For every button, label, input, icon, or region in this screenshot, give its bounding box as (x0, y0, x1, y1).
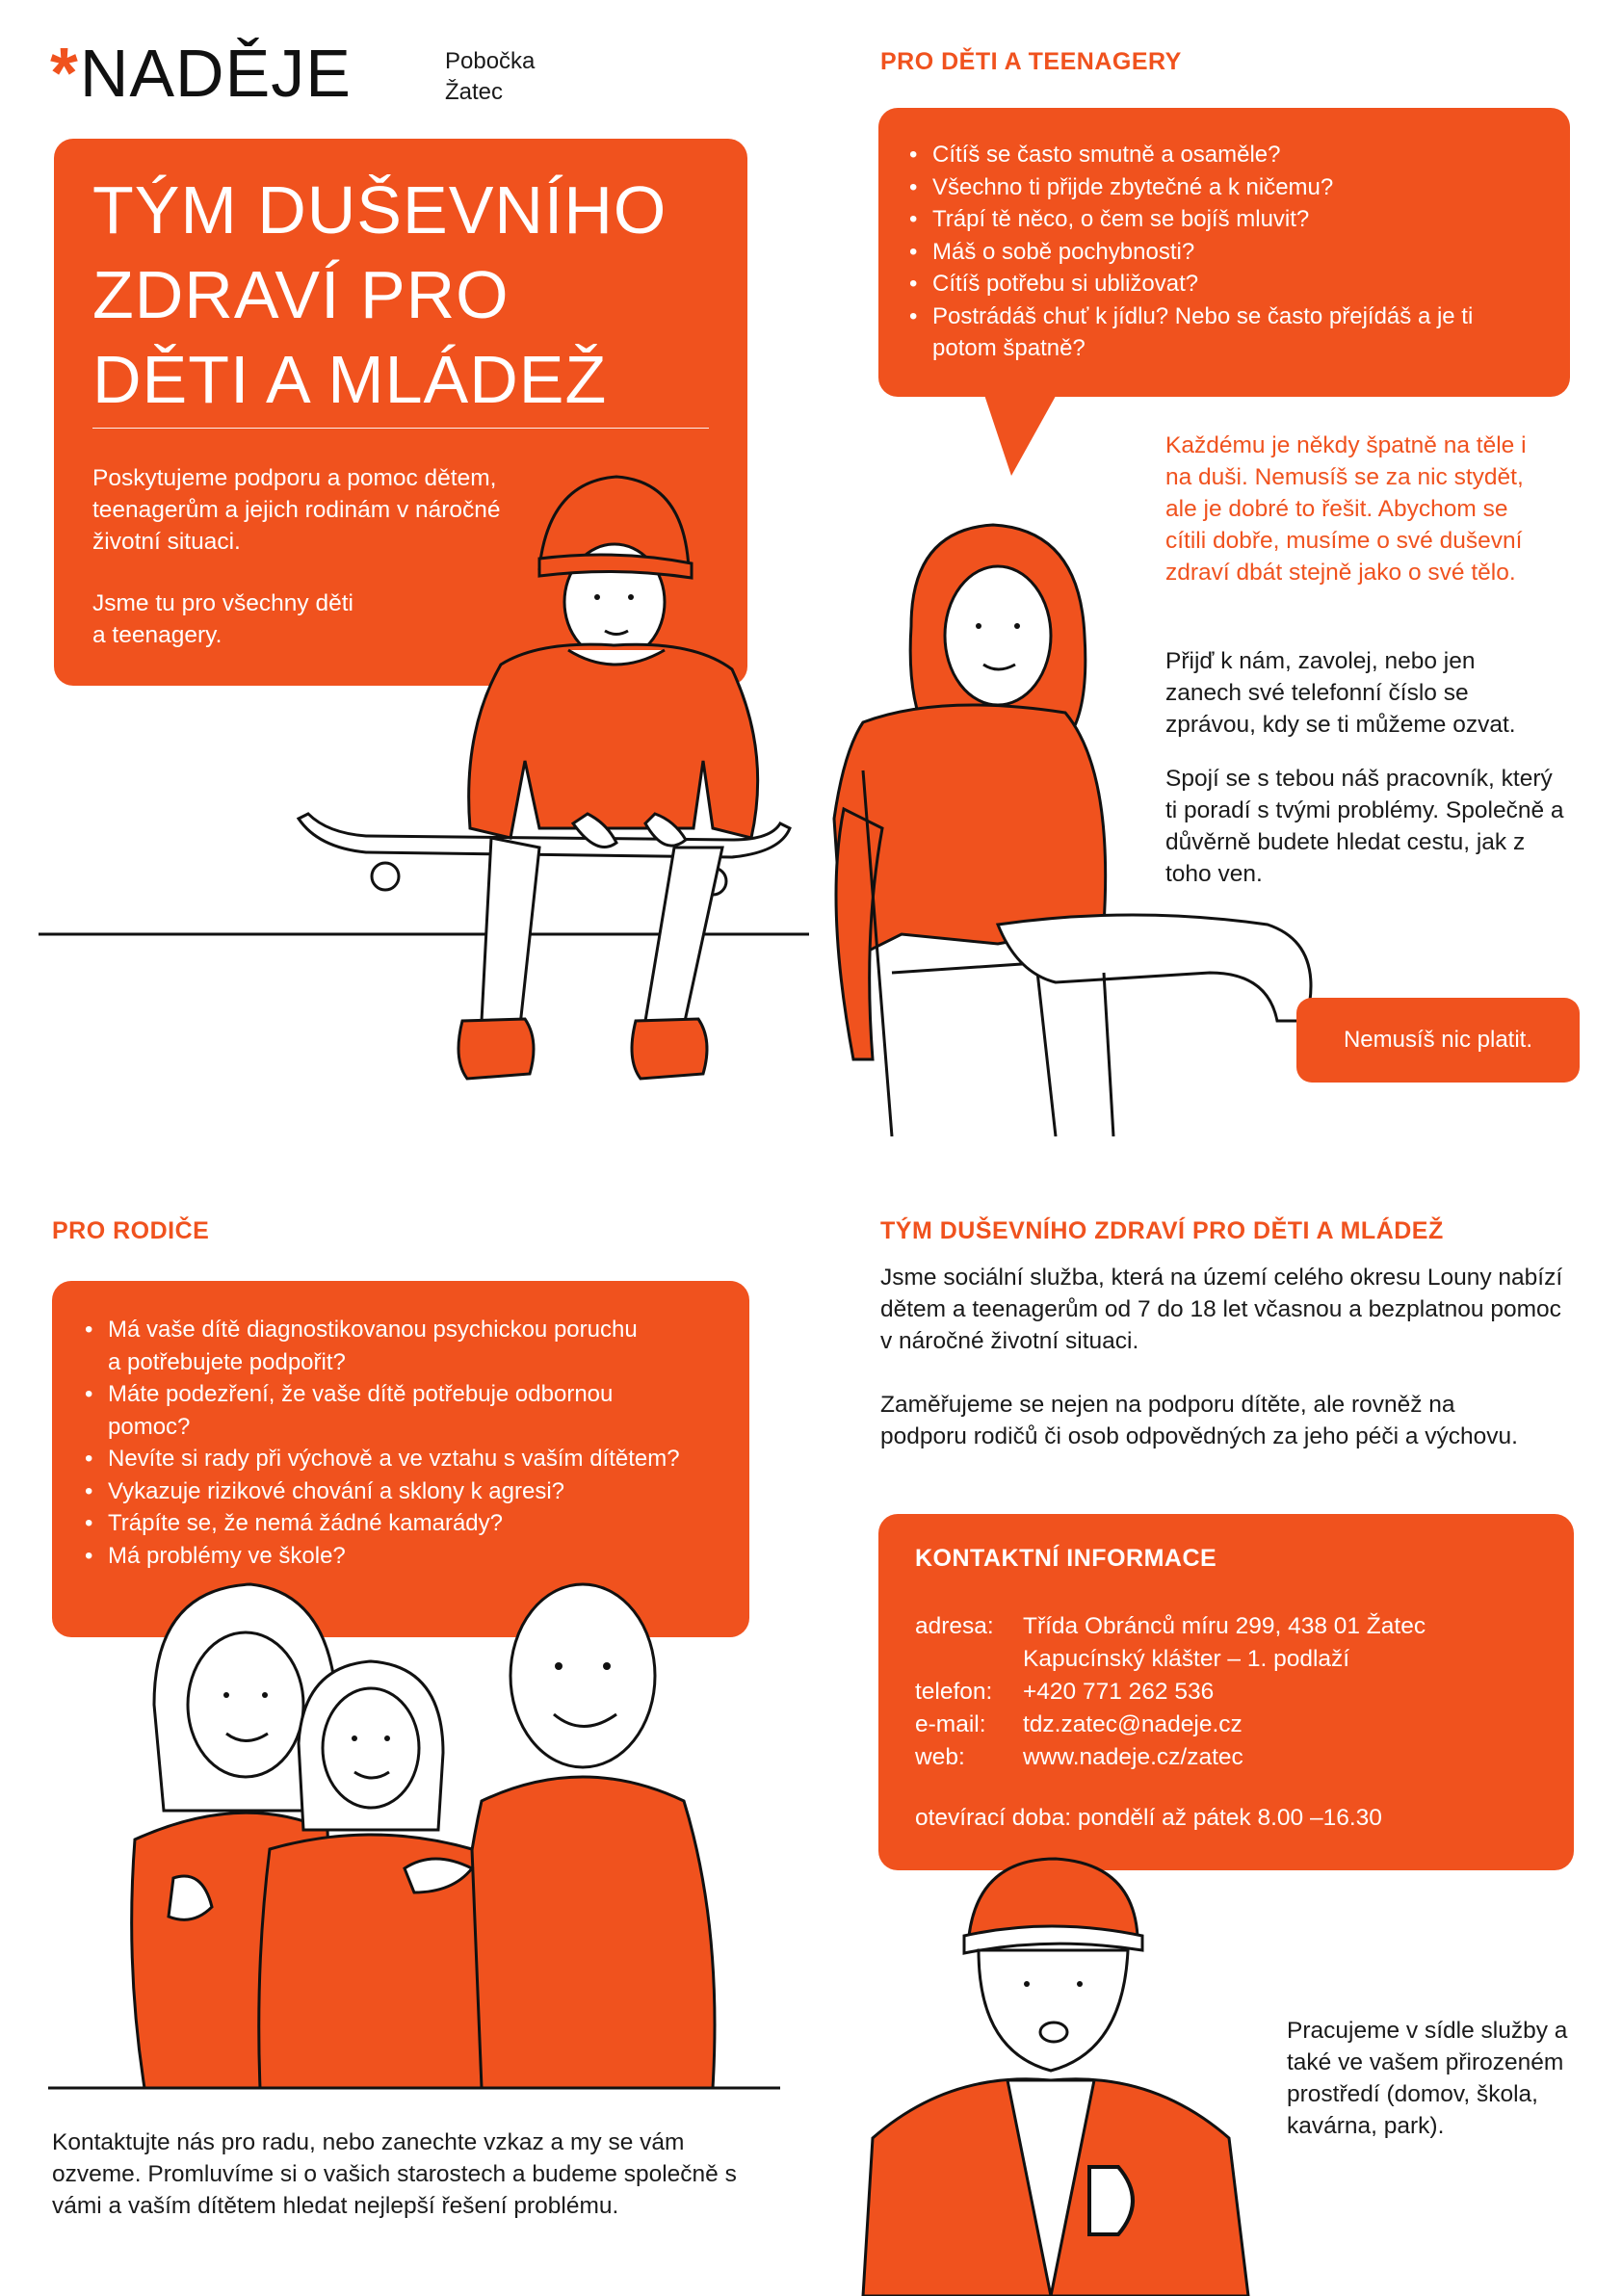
address-line-2: Kapucínský klášter – 1. podlaží (1023, 1646, 1350, 1672)
email-label: e-mail: (915, 1711, 986, 1737)
list-item: • Cítíš se často smutně a osaměle? (907, 139, 1533, 171)
hero-intro-2: Jsme tu pro všechny děti a teenagery. (92, 590, 353, 648)
contact-heading: KONTAKTNÍ INFORMACE (915, 1545, 1217, 1572)
list-item: • Cítíš potřebu si ubližovat? (907, 268, 1533, 300)
list-item: • Trápíte se, že nemá žádné kamarády? (83, 1507, 680, 1540)
hero-title-line: DĚTI A MLÁDEŽ (92, 342, 608, 417)
contact-box (878, 1514, 1574, 1870)
hero-title (92, 168, 667, 422)
girl-chair-illustration (824, 520, 1325, 1136)
web-link[interactable]: www.nadeje.cz/zatec (1023, 1744, 1243, 1770)
outreach-text: Pracujeme v sídle služby a také ve vašem přirozeném prostředí (domov, škola, kavárna, park). (1287, 2018, 1568, 2139)
parents-heading: PRO RODIČE (52, 1217, 210, 1244)
list-item: • Vykazuje rizikové chování a sklony k agresi? (83, 1475, 680, 1508)
list-item: • Máš o sobě pochybnosti? (907, 236, 1533, 269)
branch-line-1: Pobočka (445, 48, 536, 74)
parents-questions-list (83, 1314, 680, 1572)
about-heading: TÝM DUŠEVNÍHO ZDRAVÍ PRO DĚTI A MLÁDEŽ (880, 1217, 1444, 1244)
about-text-2: Zaměřujeme se nejen na podporu dítěte, ale rovněž na podporu rodičů či osob odpovědných za jeho péči a výchovu. (880, 1392, 1518, 1449)
logo-star-icon: * (50, 33, 78, 113)
web-label: web: (915, 1744, 965, 1770)
logo-name: NADĚJE (79, 36, 352, 111)
list-item: • Všechno ti přijde zbytečné a k ničemu? (907, 171, 1533, 204)
teens-orange-text: Každému je někdy špatně na těle i na duši. Nemusíš se za nic stydět, ale je dobré to řešit. Abychom se cítili dobře, musíme o své duševní zdraví dbát stejně jako o své tělo. (1165, 432, 1527, 586)
contact-details (915, 1610, 1426, 1774)
teens-speech-bubble (878, 108, 1570, 397)
hero-title-line: TÝM DUŠEVNÍHO (92, 172, 667, 248)
free-badge-label: Nemusíš nic platit. (1343, 1027, 1533, 1053)
list-item: • Máte podezření, že vaše dítě potřebuje odbornou pomoc? (83, 1378, 647, 1443)
email-link[interactable]: tdz.zatec@nadeje.cz (1023, 1711, 1243, 1737)
phone-link[interactable]: +420 771 262 536 (1023, 1679, 1215, 1705)
list-item: • Postrádáš chuť k jídlu? Nebo se často přejídáš a je ti potom špatně? (907, 300, 1510, 365)
young-man-illustration (844, 1849, 1287, 2296)
hero-title-line: ZDRAVÍ PRO (92, 257, 510, 332)
list-item: • Nevíte si rady při výchově a ve vztahu s vaším dítětem? (83, 1443, 724, 1475)
parents-bottom-text: Kontaktujte nás pro radu, nebo zanechte vzkaz a my se vám ozveme. Promluvíme si o vašich starostech a budeme společně s vámi a vaším dítětem hledat nejlepší řešení problému. (52, 2129, 737, 2219)
teens-questions-list (907, 139, 1533, 365)
address-label: adresa: (915, 1613, 994, 1639)
logo (50, 35, 352, 112)
phone-label: telefon: (915, 1679, 993, 1705)
teens-text-3: Spojí se s tebou náš pracovník, který ti poradí s tvými problémy. Společně a důvěrně budete hledat cestu, jak z toho ven. (1165, 766, 1564, 887)
boy-skateboard-illustration (39, 443, 809, 1136)
list-item: • Má vaše dítě diagnostikovanou psychickou poruchu a potřebujete podpořit? (83, 1314, 647, 1378)
address-line-1: Třída Obránců míru 299, 438 01 Žatec (1023, 1613, 1426, 1639)
teens-text-2: Přijď k nám, zavolej, nebo jen zanech své telefonní číslo se zprávou, kdy se ti můžeme ozvat. (1165, 648, 1516, 738)
branch-label (445, 46, 535, 108)
free-badge (1296, 998, 1580, 1083)
hero-intro-1: Poskytujeme podporu a pomoc dětem, teenagerům a jejich rodinám v náročné životní situaci. (92, 465, 501, 555)
speech-bubble-tail (982, 389, 1079, 485)
list-item: • Trápí tě něco, o čem se bojíš mluvit? (907, 203, 1533, 236)
branch-line-2: Žatec (445, 79, 504, 105)
list-item: • Má problémy ve škole? (83, 1540, 680, 1573)
family-illustration (48, 1560, 780, 2100)
hero-divider (92, 428, 709, 429)
teens-heading: PRO DĚTI A TEENAGERY (880, 48, 1182, 75)
opening-hours: otevírací doba: pondělí až pátek 8.00 –16.30 (915, 1805, 1382, 1831)
about-text-1: Jsme sociální služba, která na území celého okresu Louny nabízí dětem a teenagerům od 7 do 18 let včasnou a bezplatnou pomoc v náročné životní situaci. (880, 1265, 1563, 1354)
